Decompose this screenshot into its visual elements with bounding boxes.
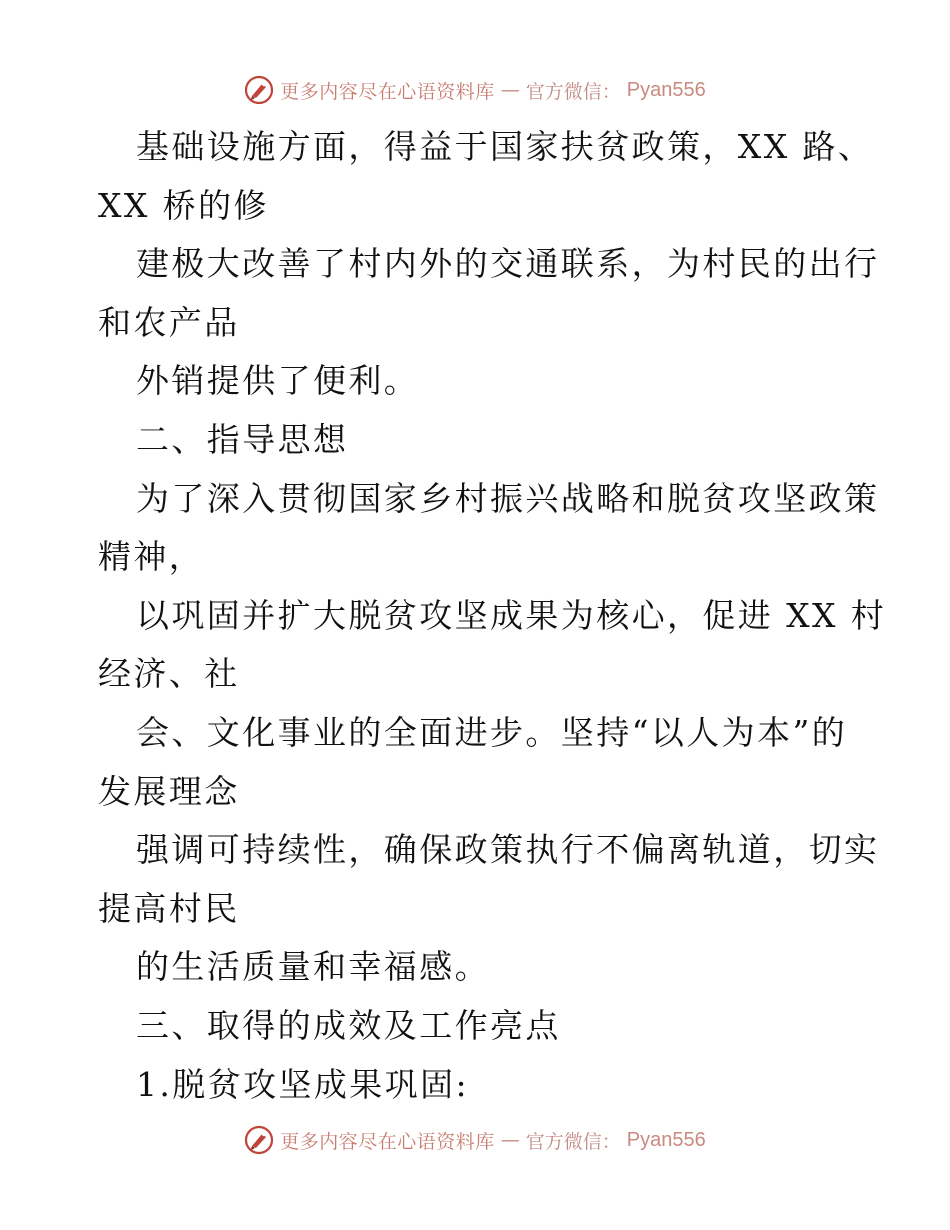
document-body <box>98 118 887 1114</box>
footer-watermark <box>0 1120 950 1160</box>
text-line: 为了深入贯彻国家乡村振兴战略和脱贫攻坚政策 <box>136 478 880 518</box>
text-line: 二、指导思想 <box>136 419 349 459</box>
watermark-brand-text: 更多内容尽在心语资料库 <box>280 1130 495 1153</box>
pen-logo-icon <box>244 75 274 105</box>
text-line: 强调可持续性，确保政策执行不偏离轨道，切实 <box>136 830 880 870</box>
text-line: 提高村民 <box>98 888 240 928</box>
watermark-wechat-label: 官方微信： <box>525 80 621 103</box>
text-line: 1.脱贫攻坚成果巩固: <box>136 1064 470 1104</box>
watermark-wechat-label: 官方微信： <box>525 1130 621 1153</box>
text-line: 以巩固并扩大脱贫攻坚成果为核心，促进 XX 村 <box>136 595 887 635</box>
watermark-wechat-id: Pyan556 <box>626 78 706 101</box>
watermark-separator: — <box>500 79 520 101</box>
header-watermark <box>0 70 950 110</box>
text-line: 外销提供了便利。 <box>136 361 420 401</box>
text-line: 的生活质量和幸福感。 <box>136 947 490 987</box>
text-line: 会、文化事业的全面进步。坚持“以人为本”的 <box>136 712 848 752</box>
watermark-separator: — <box>500 1129 520 1151</box>
text-line: XX 桥的修 <box>98 185 269 225</box>
watermark-wechat-id: Pyan556 <box>626 1128 706 1151</box>
text-line: 经济、社 <box>98 654 240 694</box>
text-line: 建极大改善了村内外的交通联系，为村民的出行 <box>136 244 880 284</box>
watermark-brand-text: 更多内容尽在心语资料库 <box>280 80 495 103</box>
pen-logo-icon <box>244 1125 274 1155</box>
text-line: 发展理念 <box>98 771 240 811</box>
text-line: 三、取得的成效及工作亮点 <box>136 1005 561 1045</box>
text-line: 和农产品 <box>98 302 240 342</box>
text-line: 基础设施方面，得益于国家扶贫政策，XX 路、 <box>136 127 874 166</box>
text-line: 精神， <box>98 537 205 577</box>
